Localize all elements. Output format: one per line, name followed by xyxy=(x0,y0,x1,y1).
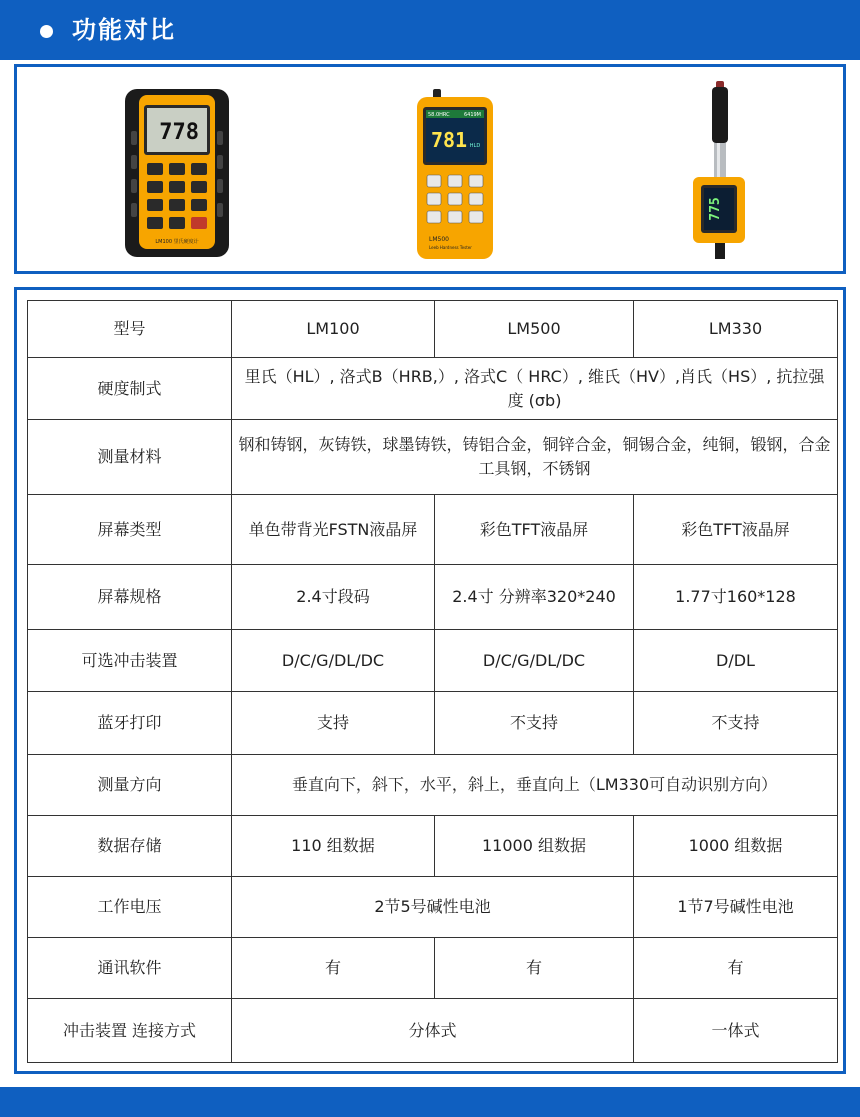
table-cell: 支持 xyxy=(232,692,435,755)
row-label: 冲击装置 连接方式 xyxy=(28,999,232,1063)
lm100-caption: LM100 里氏硬度计 xyxy=(155,239,199,245)
table-cell: 彩色TFT液晶屏 xyxy=(634,495,838,565)
lm500-brand-label: LM500 xyxy=(429,236,449,243)
footer-bar xyxy=(0,1087,860,1117)
lm500-brand-sub: Leeb Hardness Tester xyxy=(429,245,472,250)
table-header-row xyxy=(28,301,838,358)
lm500-screen-hrc: 58.0HRC xyxy=(428,112,450,118)
table-header-cell: LM330 xyxy=(634,301,838,358)
product-images-panel xyxy=(14,64,846,274)
table-cell: 有 xyxy=(634,938,838,999)
table-cell: D/C/G/DL/DC xyxy=(232,630,435,692)
table-cell: 钢和铸钢，灰铸铁，球墨铸铁，铸铝合金，铜锌合金，铜锡合金，纯铜，锻钢，合金工具钢，不锈钢 xyxy=(232,420,838,495)
table-row xyxy=(28,358,838,420)
table-header-cell: 型号 xyxy=(28,301,232,358)
row-label: 屏幕类型 xyxy=(28,495,232,565)
table-cell: 垂直向下，斜下，水平，斜上，垂直向上（LM330可自动识别方向） xyxy=(232,755,838,816)
table-cell: 有 xyxy=(232,938,435,999)
row-label: 可选冲击装置 xyxy=(28,630,232,692)
lm330-screen-reading: 775 xyxy=(708,197,723,221)
row-label: 屏幕规格 xyxy=(28,565,232,630)
section-header xyxy=(0,0,860,60)
table-row xyxy=(28,495,838,565)
bullet-dot-icon xyxy=(40,25,53,38)
table-cell: 2节5号碱性电池 xyxy=(232,877,634,938)
table-row xyxy=(28,755,838,816)
table-row xyxy=(28,877,838,938)
row-label: 测量方向 xyxy=(28,755,232,816)
row-label: 通讯软件 xyxy=(28,938,232,999)
comparison-table-panel xyxy=(14,287,846,1074)
table-cell: 有 xyxy=(435,938,634,999)
table-row xyxy=(28,999,838,1063)
table-cell: 2.4寸段码 xyxy=(232,565,435,630)
table-cell: D/C/G/DL/DC xyxy=(435,630,634,692)
table-cell: 彩色TFT液晶屏 xyxy=(435,495,634,565)
table-cell: 11000 组数据 xyxy=(435,816,634,877)
table-row xyxy=(28,816,838,877)
lm100-screen-reading: 778 xyxy=(159,120,199,145)
table-header-cell: LM100 xyxy=(232,301,435,358)
lm500-device-image xyxy=(415,89,495,261)
table-cell: 不支持 xyxy=(435,692,634,755)
comparison-table xyxy=(27,300,838,1063)
lm500-screen-unit: HLD xyxy=(469,143,481,149)
row-label: 数据存储 xyxy=(28,816,232,877)
table-row xyxy=(28,938,838,999)
row-label: 蓝牙打印 xyxy=(28,692,232,755)
table-cell: 1.77寸160*128 xyxy=(634,565,838,630)
row-label: 测量材料 xyxy=(28,420,232,495)
row-label: 工作电压 xyxy=(28,877,232,938)
table-cell: 1000 组数据 xyxy=(634,816,838,877)
table-row xyxy=(28,420,838,495)
table-cell: 110 组数据 xyxy=(232,816,435,877)
table-row xyxy=(28,692,838,755)
table-cell: 里氏（HL）, 洛式B（HRB,）, 洛式C（ HRC）, 维氏（HV）,肖氏（HS）, 抗拉强度 (σb) xyxy=(232,358,838,420)
lm500-screen-status: 6419M xyxy=(463,112,481,118)
table-cell: 1节7号碱性电池 xyxy=(634,877,838,938)
table-cell: 分体式 xyxy=(232,999,634,1063)
table-cell: 一体式 xyxy=(634,999,838,1063)
table-cell: 单色带背光FSTN液晶屏 xyxy=(232,495,435,565)
table-cell: 2.4寸 分辨率320*240 xyxy=(435,565,634,630)
lm330-device-image xyxy=(691,81,753,263)
row-label: 硬度制式 xyxy=(28,358,232,420)
table-header-cell: LM500 xyxy=(435,301,634,358)
section-title: 功能对比 xyxy=(72,16,176,44)
table-row xyxy=(28,630,838,692)
lm100-device-image xyxy=(125,87,229,259)
table-cell: 不支持 xyxy=(634,692,838,755)
table-cell: D/DL xyxy=(634,630,838,692)
table-row xyxy=(28,565,838,630)
lm500-screen-reading: 781 xyxy=(430,128,468,152)
